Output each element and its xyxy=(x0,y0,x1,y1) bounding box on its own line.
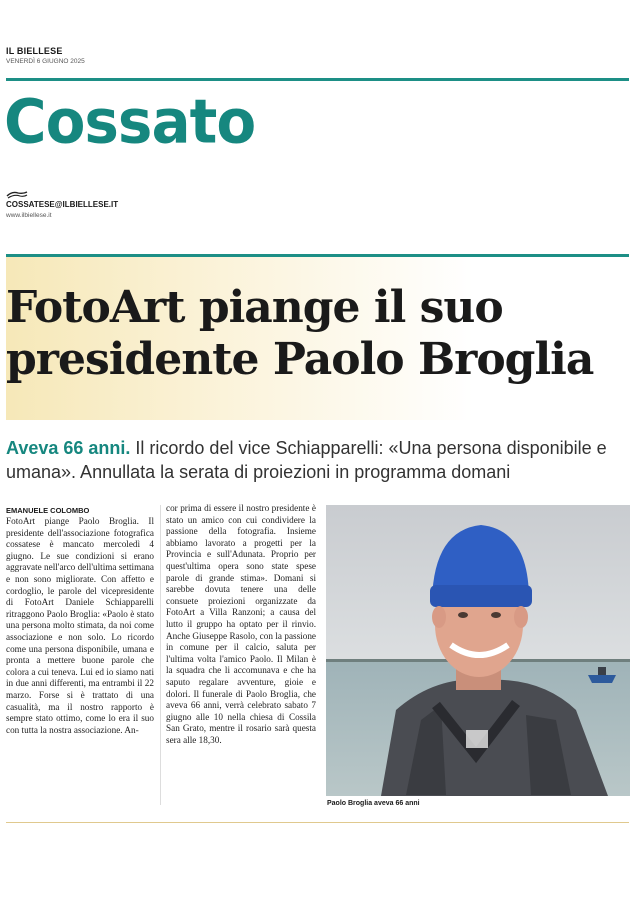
column-divider xyxy=(160,505,161,805)
section-email[interactable]: COSSATESE@ILBIELLESE.IT xyxy=(6,200,119,209)
masthead-date: VENERDÌ 6 GIUGNO 2025 xyxy=(6,58,85,65)
subhead-text: Il ricordo del vice Schiapparelli: «Una persona disponibile e umana». Annullata la serata di proiezioni in programma domani xyxy=(6,438,607,482)
headline-band-rule xyxy=(6,254,629,257)
article-subhead xyxy=(6,436,631,484)
article-column-1: FotoArt piange Paolo Broglia. Il presidente dell'associazione fotografica cossatese è mancato mercoledì 4 giugno. Le sue condizioni si erano aggravate nell'arco dell'ultima settimana e non sono migliorate. Con affetto e cordoglio, le parole del vicepresidente di FotoArt Daniele Schiapparelli ritraggono Paolo Broglia: «Paolo è stato una persona molto stimata, da noi come associazione e non solo. Lo ricordo come una persona disponibile, umana e pronta a mettere buone parole che colora a cui teneva. Lui ed io siamo nati in due anni differenti, ma entrambi il 22 marzo. Forse si è trattato di una casualità, ma il nostro rapporto è sempre stato ottimo, come lo era il suo con tutta la nostra associazione. An- xyxy=(6,516,154,735)
portrait-photo xyxy=(326,505,630,796)
article-headline: FotoArt piange il suo presidente Paolo Broglia xyxy=(6,282,594,385)
top-rule xyxy=(6,78,629,81)
bottom-rule xyxy=(6,822,629,823)
portrait-illustration xyxy=(326,505,630,796)
section-site[interactable]: www.ilbiellese.it xyxy=(6,212,52,219)
subhead-lead: Aveva 66 anni. xyxy=(6,438,131,458)
masthead-name: IL BIELLESE xyxy=(6,46,63,56)
section-title: Cossato xyxy=(4,86,256,158)
article-byline: EMANUELE COLOMBO xyxy=(6,506,90,515)
article-column-2: cor prima di essere il nostro presidente è stato un amico con cui condividere la passione della fotografia. Insieme abbiamo lavorato a progetti per la Provincia e sull'Adunata. Proprio per quest'ultima opera sono state spese parole di grande stima». Domani si sarebbe dovuta tenere una delle consuete proiezioni organizzate da FotoArt a Villa Ranzoni; a causa del lutto il gruppo ha optato per il rinvio. Anche Giuseppe Rasolo, con la passione in comune per il calcio, saluta per l'ultima volta l'amico Paolo. Il Milan è la squadra che li accomunava e che ha saputo regalare avventure, gioie e dolori. Il funerale di Paolo Broglia, che aveva 66 anni, verrà celebrato sabato 7 giugno alle 10 nella chiesa di Cossila San Grato, mentre il rosario sarà questa sera alle 18,30. xyxy=(166,503,316,745)
photo-caption: Paolo Broglia aveva 66 anni xyxy=(327,800,420,807)
mail-icon xyxy=(6,190,28,200)
